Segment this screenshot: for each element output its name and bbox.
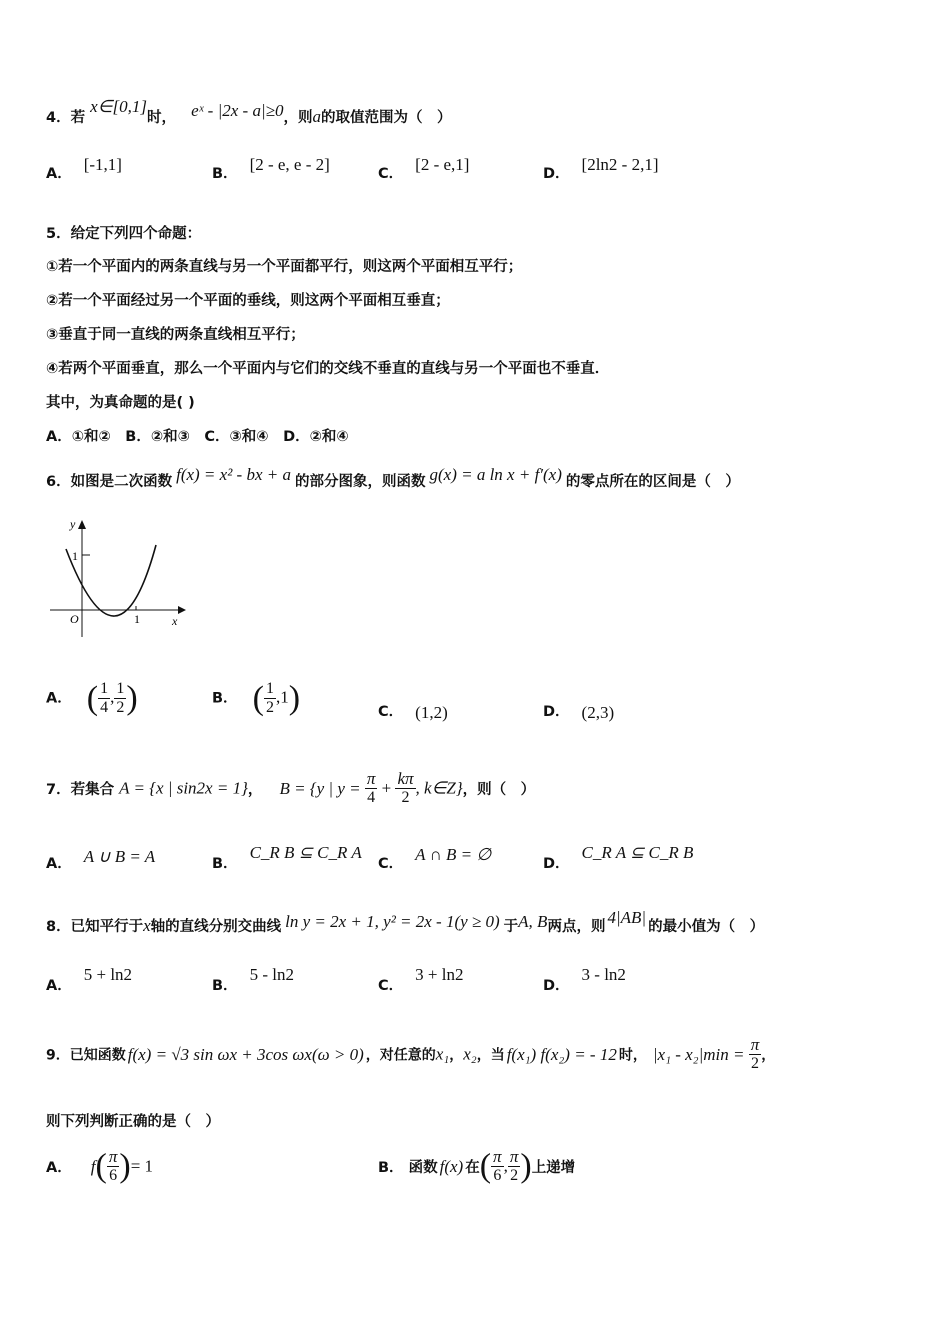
- q4-domain: x∈[0,1]: [90, 97, 147, 116]
- parabola-graph: [46, 515, 186, 640]
- q8-option-a[interactable]: A．5 + ln2: [46, 965, 133, 994]
- q4-number: 4．: [46, 110, 71, 126]
- q4-option-a[interactable]: A． [-1,1]: [46, 155, 122, 182]
- q8-option-d[interactable]: D．3 - ln2: [543, 965, 626, 994]
- q6-option-c[interactable]: C． (1,2): [378, 703, 448, 722]
- q4-option-d[interactable]: D． [2ln2 - 2,1]: [543, 155, 659, 182]
- parabola-curve: [66, 545, 156, 616]
- q4-var-a: a: [312, 107, 321, 126]
- q9-option-b[interactable]: B． 函数 f(x) 在( $\frac{\pi}{6}$ , $\frac{\pi}{2}$ )上递增: [378, 1147, 576, 1185]
- q8-option-b[interactable]: B．5 - ln2: [212, 965, 294, 994]
- q8-curves: ln y = 2x + 1, y² = 2x - 1(y ≥ 0): [285, 912, 500, 931]
- x-tick-label: 1: [134, 612, 140, 626]
- q4-option-b[interactable]: B． [2 - e, e - 2]: [212, 155, 330, 182]
- q6-fx: f(x) = x² - bx + a: [176, 465, 291, 484]
- q5-ask: 其中，为真命题的是( ): [46, 395, 195, 411]
- q6-option-a[interactable]: A． ( $\frac{1}{4}$ , $\frac{1}{2}$ ): [46, 679, 138, 717]
- q8-option-c[interactable]: C．3 + ln2: [378, 965, 464, 994]
- q6-option-b[interactable]: B． ( $\frac{1}{2}$ ,1): [212, 679, 301, 717]
- q5-options[interactable]: A．①和② B．②和③ C．③和④ D．②和④: [46, 429, 349, 445]
- q6-stem: 6．如图是二次函数 f(x) = x² - bx + a 的部分图象，则函数 g(x) = a ln x + f′(x) 的零点所在的区间是（ ）: [46, 465, 740, 490]
- q5-prop-1: ①若一个平面内的两条直线与另一个平面都平行，则这两个平面相互平行；: [46, 259, 523, 275]
- q7-option-b[interactable]: B．C_R B ⊆ C_R A: [212, 843, 362, 872]
- origin-label: O: [70, 612, 79, 626]
- q4-inequality: eˣ - |2x - a|≥0: [191, 101, 284, 120]
- q6-option-d[interactable]: D． (2,3): [543, 703, 615, 722]
- q7-option-c[interactable]: C． A ∩ B = ∅: [378, 845, 492, 872]
- q7-option-a[interactable]: A． A ∪ B = A: [46, 847, 156, 872]
- y-axis-arrow: [78, 520, 86, 529]
- q5-stem: 5．给定下列四个命题：: [46, 226, 202, 242]
- q4-option-c[interactable]: C． [2 - e,1]: [378, 155, 470, 182]
- q9-fx: f(x) = √3 sin ωx + 3cos ωx(ω > 0): [127, 1044, 364, 1064]
- q5-prop-3: ③垂直于同一直线的两条直线相互平行；: [46, 327, 305, 343]
- y-tick-label: 1: [72, 549, 78, 563]
- q7-set-a: A = {x | sin2x = 1}: [119, 778, 248, 798]
- q6-gx: g(x) = a ln x + f′(x): [429, 465, 562, 484]
- q9-option-a[interactable]: A． f( $\frac{\pi}{6}$ )= 1: [46, 1147, 154, 1185]
- y-label: y: [70, 517, 76, 531]
- q5-prop-2: ②若一个平面经过另一个平面的垂线，则这两个平面相互垂直；: [46, 293, 450, 309]
- q7-set-b-start: B = {y | y =: [279, 778, 365, 798]
- x-axis-arrow: [178, 606, 186, 614]
- q8-stem: 8．已知平行于x轴的直线分别交曲线 ln y = 2x + 1, y² = 2x - 1(y ≥ 0) 于A, B两点，则 4|AB| 的最小值为（ ）: [46, 908, 765, 935]
- q5-prop-4: ④若两个平面垂直，那么一个平面内与它们的交线不垂直的直线与另一个平面也不垂直．: [46, 361, 610, 377]
- q4-stem: 4．若 x∈[0,1]时， eˣ - |2x - a|≥0，则a的取值范围为（ ）: [46, 97, 452, 126]
- q7-option-d[interactable]: D．C_R A ⊆ C_R B: [543, 843, 694, 872]
- q7-stem: 7．若集合 A = {x | sin2x = 1}， B = {y | y = $\frac{\pi}{4}$ + $\frac{k\pi}{2}$ , k∈Z}，则（ ）: [46, 769, 536, 806]
- q9-stem: 9．已知函数 f(x) = √3 sin ωx + 3cos ωx(ω > 0) ，对任意的x₁，x₂，当 f(x₁) f(x₂) = - 12 时， |x₁ - x₂|min = $\frac{\pi}{2}$ ，: [46, 1035, 776, 1072]
- q9-ask: 则下列判断正确的是（ ）: [46, 1114, 220, 1130]
- x-label: x: [172, 614, 178, 628]
